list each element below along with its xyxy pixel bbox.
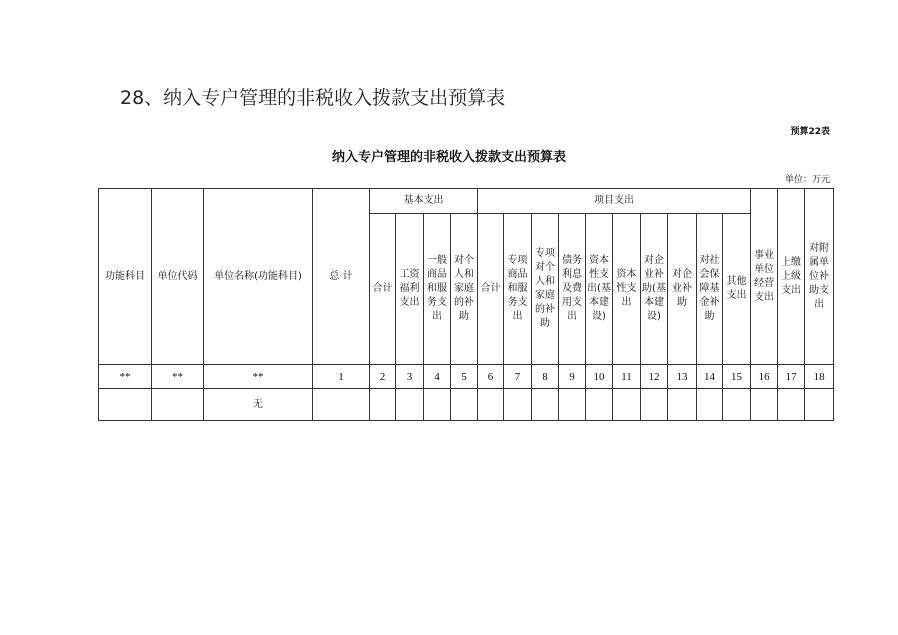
header-project-col: 对企业补助(基本建设) [641,214,668,365]
index-cell: 15 [723,365,751,389]
header-project-col: 专项对个人和家庭的补助 [532,214,559,365]
index-cell: 1 [313,365,370,389]
header-basic-col: 合计 [370,214,396,365]
index-cell: 10 [586,365,613,389]
data-cell [532,389,559,421]
data-cell [613,389,641,421]
index-cell: 18 [805,365,834,389]
header-func-subject: 功能科目 [99,189,152,365]
data-cell [641,389,668,421]
header-unit-name: 单位名称(功能科目) [204,189,313,365]
data-cell [396,389,424,421]
data-cell [778,389,805,421]
index-cell: 9 [559,365,586,389]
index-cell: 14 [697,365,723,389]
data-cell [751,389,778,421]
index-cell: 12 [641,365,668,389]
index-cell: 2 [370,365,396,389]
data-cell [697,389,723,421]
header-basic-col: 工资福利支出 [396,214,424,365]
data-cell [586,389,613,421]
data-cell [370,389,396,421]
index-cell: 7 [504,365,532,389]
data-cell [152,389,204,421]
table-title: 纳入专户管理的非税收入拨款支出预算表 [331,150,566,165]
header-basic-col: 一般商品和服务支出 [424,214,451,365]
data-cell [424,389,451,421]
section-title: 28、纳入专户管理的非税收入拨款支出预算表 [120,87,506,109]
header-project-col: 其他支出 [723,214,751,365]
header-basic: 基本支出 [370,189,478,214]
index-cell: 4 [424,365,451,389]
header-total: 总 计 [313,189,370,365]
data-cell [451,389,478,421]
header-project-col: 对社会保障基金补助 [697,214,723,365]
header-project-col: 合计 [478,214,504,365]
index-cell: 6 [478,365,504,389]
data-cell [504,389,532,421]
budget-table [98,188,834,421]
data-cell [723,389,751,421]
header-extra-col: 事业单位经营支出 [751,189,778,365]
header-project: 项目支出 [478,189,751,214]
index-cell: ** [99,365,152,389]
data-cell [668,389,697,421]
form-code: 预算22表 [790,127,830,137]
header-unit-code: 单位代码 [152,189,204,365]
index-cell: 8 [532,365,559,389]
index-cell: 13 [668,365,697,389]
header-project-col: 专项商品和服务支出 [504,214,532,365]
index-cell: 3 [396,365,424,389]
unit-label: 单位：万元 [784,175,830,185]
data-cell [805,389,834,421]
index-cell: ** [152,365,204,389]
header-project-col: 对企业补助 [668,214,697,365]
header-extra-col: 上缴上级支出 [778,189,805,365]
index-cell: 17 [778,365,805,389]
index-cell: ** [204,365,313,389]
data-cell [559,389,586,421]
header-project-col: 债务利息及费用支出 [559,214,586,365]
header-basic-col: 对个人和家庭的补助 [451,214,478,365]
index-cell: 11 [613,365,641,389]
header-project-col: 资本性支出(基本建设) [586,214,613,365]
index-cell: 16 [751,365,778,389]
data-cell [313,389,370,421]
header-project-col: 资本性支出 [613,214,641,365]
header-extra-col: 对附属单位补助支出 [805,189,834,365]
index-cell: 5 [451,365,478,389]
data-cell: 无 [204,389,313,421]
data-cell [478,389,504,421]
data-cell [99,389,152,421]
